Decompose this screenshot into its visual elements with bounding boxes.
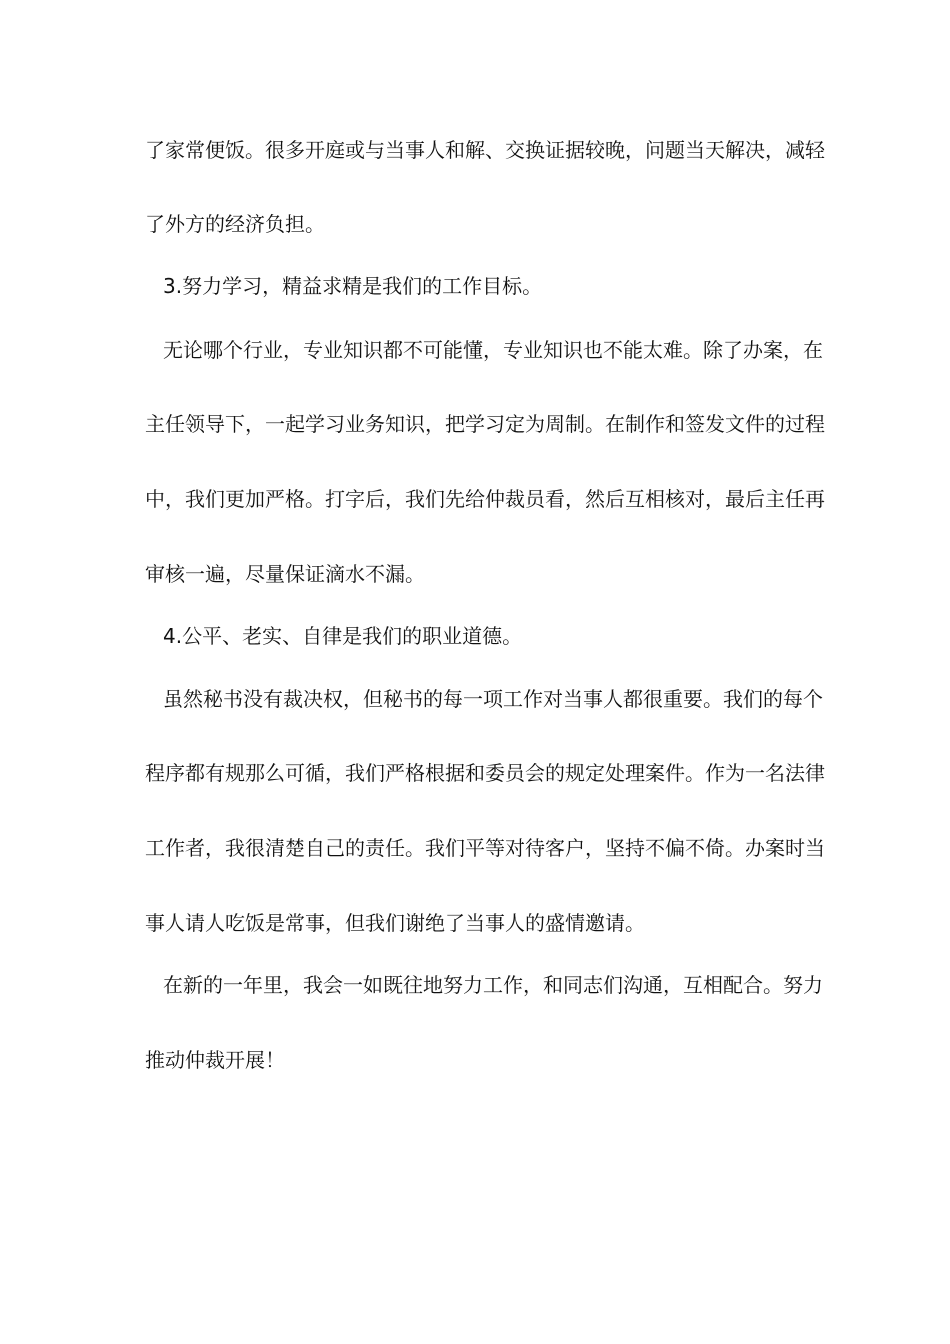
text-line: 推动仲裁开展！ <box>145 1048 285 1072</box>
text-line: 无论哪个行业，专业知识都不可能懂，专业知识也不能太难。除了办案，在 <box>163 338 823 362</box>
text-line: 在新的一年里，我会一如既往地努力工作，和同志们沟通，互相配合。努力 <box>163 973 823 997</box>
text-line: 主任领导下，一起学习业务知识，把学习定为周制。在制作和签发文件的过程 <box>145 412 825 436</box>
section-heading: 3.努力学习，精益求精是我们的工作目标。 <box>163 274 543 298</box>
text-line: 事人请人吃饭是常事，但我们谢绝了当事人的盛情邀请。 <box>145 911 645 935</box>
section-heading: 4.公平、老实、自律是我们的职业道德。 <box>163 624 523 648</box>
text-line: 工作者，我很清楚自己的责任。我们平等对待客户，坚持不偏不倚。办案时当 <box>145 836 825 860</box>
text-line: 审核一遍，尽量保证滴水不漏。 <box>145 562 425 586</box>
text-line: 程序都有规那么可循，我们严格根据和委员会的规定处理案件。作为一名法律 <box>145 761 825 785</box>
text-line: 中，我们更加严格。打字后，我们先给仲裁员看，然后互相核对，最后主任再 <box>145 487 825 511</box>
text-line: 了外方的经济负担。 <box>145 212 325 236</box>
text-line: 了家常便饭。很多开庭或与当事人和解、交换证据较晚，问题当天解决，减轻 <box>145 138 825 162</box>
text-line: 虽然秘书没有裁决权，但秘书的每一项工作对当事人都很重要。我们的每个 <box>163 687 823 711</box>
